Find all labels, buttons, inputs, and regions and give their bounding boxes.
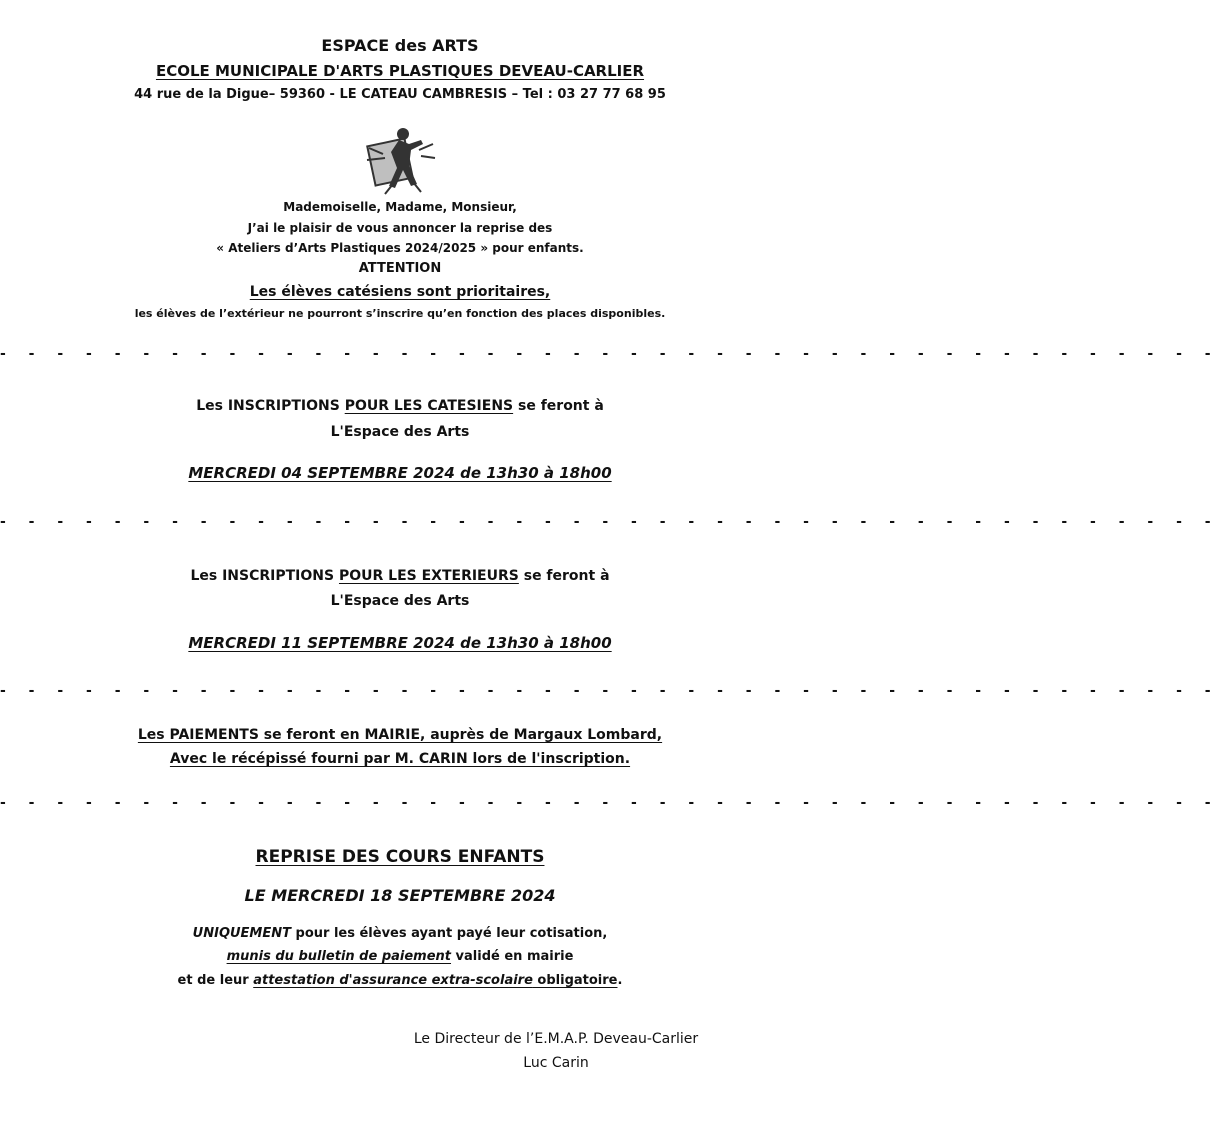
exterieurs-place: L'Espace des Arts <box>330 593 470 609</box>
condition-2: munis du bulletin de paiement validé en mairie <box>226 949 574 964</box>
separator-3: - - - - - - - - - - - - - - - - - - - - - - - - - - - - - - - - - - - - - - - - - - - <box>0 683 1220 699</box>
catesiens-date: MERCREDI 04 SEPTEMBRE 2024 de 13h30 à 18h00 <box>188 464 612 482</box>
separator-1: - - - - - - - - - - - - - - - - - - - - - - - - - - - - - - - - - - - - - - - - - - - <box>0 346 1220 362</box>
condition-3: et de leur attestation d'assurance extra-scolaire obligatoire. <box>177 973 623 988</box>
catesiens-registration: Les INSCRIPTIONS POUR LES CATESIENS se feront à <box>196 398 604 414</box>
priority-note: Les élèves catésiens sont prioritaires, <box>249 284 551 300</box>
separator-2: - - - - - - - - - - - - - - - - - - - - - - - - - - - - - - - - - - - - - - - - - - - <box>0 514 1220 530</box>
separator-4: - - - - - - - - - - - - - - - - - - - - - - - - - - - - - - - - - - - - - - - - - - - <box>0 795 1220 811</box>
intro-line-2: « Ateliers d’Arts Plastiques 2024/2025 » pour enfants. <box>216 241 584 255</box>
header-title: ESPACE des ARTS <box>321 36 479 55</box>
intro-line-1: J’ai le plaisir de vous annoncer la reprise des <box>247 221 553 235</box>
payment-line-1: Les PAIEMENTS se feront en MAIRIE, auprès de Margaux Lombard, <box>137 727 663 743</box>
greeting: Mademoiselle, Madame, Monsieur, <box>283 200 517 214</box>
school-name: ECOLE MUNICIPALE D'ARTS PLASTIQUES DEVEAU-CARLIER <box>155 62 645 80</box>
catesiens-place: L'Espace des Arts <box>330 424 470 440</box>
resumption-title: REPRISE DES COURS ENFANTS <box>255 847 545 867</box>
signature-name: Luc Carin <box>523 1055 589 1071</box>
condition-1: UNIQUEMENT pour les élèves ayant payé leur cotisation, <box>192 926 608 941</box>
resumption-date: LE MERCREDI 18 SEPTEMBRE 2024 <box>244 886 556 905</box>
outside-note: les élèves de l’extérieur ne pourront s’inscrire qu’en fonction des places disponibles. <box>134 307 666 320</box>
artist-figure-icon <box>363 124 437 198</box>
attention-label: ATTENTION <box>358 261 442 276</box>
exterieurs-date: MERCREDI 11 SEPTEMBRE 2024 de 13h30 à 18h00 <box>188 634 612 652</box>
school-address: 44 rue de la Digue– 59360 - LE CATEAU CAMBRESIS – Tel : 03 27 77 68 95 <box>134 87 666 102</box>
payment-line-2: Avec le récépissé fourni par M. CARIN lors de l'inscription. <box>169 751 631 767</box>
signature-role: Le Directeur de l’E.M.A.P. Deveau-Carlier <box>413 1031 699 1047</box>
exterieurs-registration: Les INSCRIPTIONS POUR LES EXTERIEURS se feront à <box>190 568 610 584</box>
